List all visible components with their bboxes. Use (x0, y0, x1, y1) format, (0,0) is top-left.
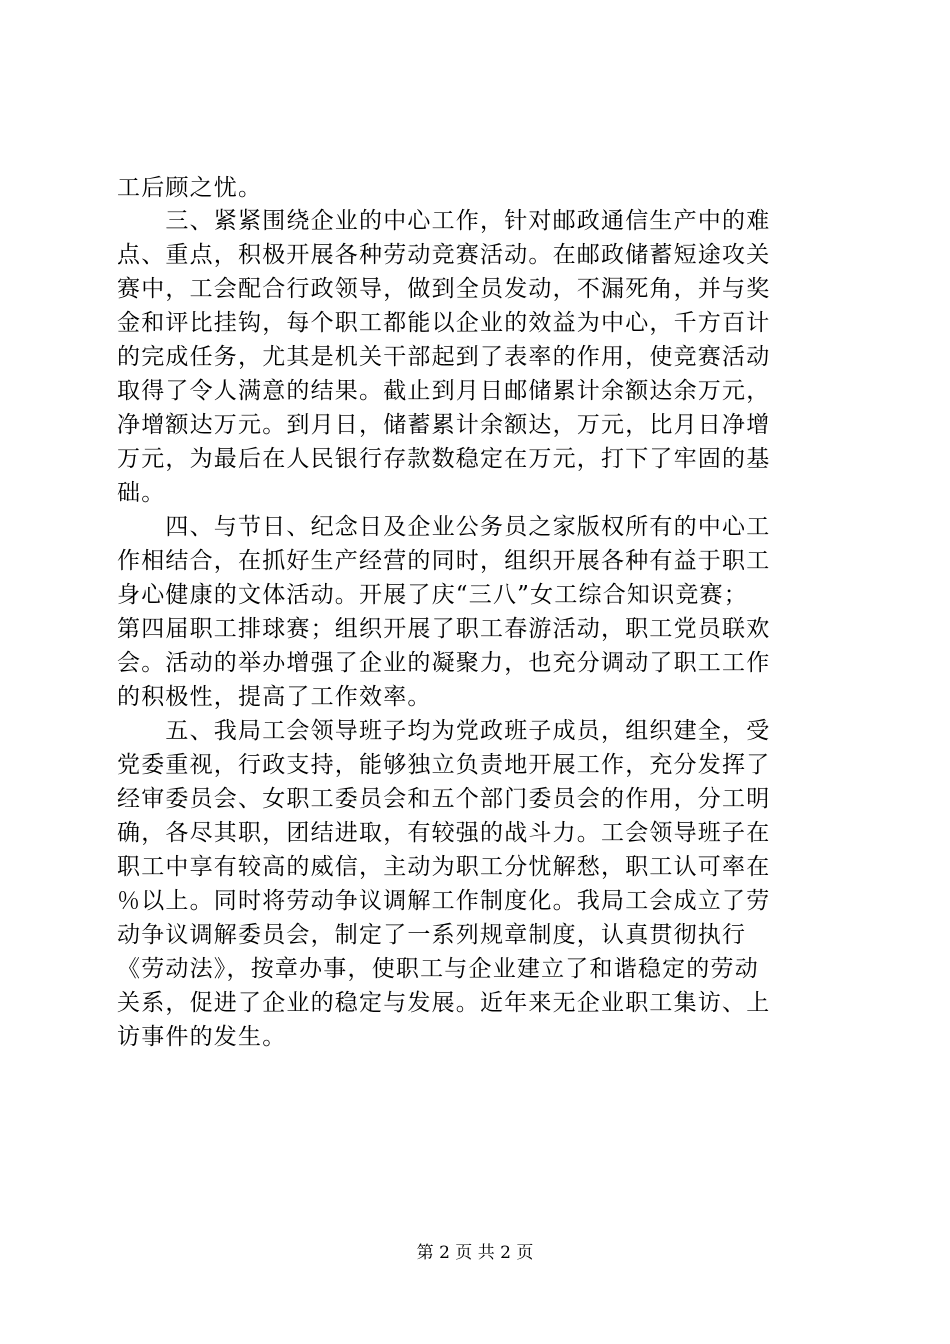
text-line: 万元，为最后在人民银行存款数稳定在万元，打下了牢固的基 (117, 446, 771, 472)
text-line: 作相结合，在抓好生产经营的同时，组织开展各种有益于职工 (117, 548, 771, 574)
text-line: 础。 (117, 480, 166, 506)
text-line: 党委重视，行政支持，能够独立负责地开展工作，充分发挥了 (117, 752, 771, 778)
text-line: 三、紧紧围绕企业的中心工作，针对邮政通信生产中的难 (117, 208, 771, 234)
text-line: 金和评比挂钩，每个职工都能以企业的效益为中心，千方百计 (117, 310, 771, 336)
text-line: 净增额达万元。到月日，储蓄累计余额达，万元，比月日净增 (117, 412, 771, 438)
text-line: 动争议调解委员会，制定了一系列规章制度，认真贯彻执行 (117, 922, 747, 948)
text-line: 赛中，工会配合行政领导，做到全员发动，不漏死角，并与奖 (117, 276, 771, 302)
text-line: 的积极性，提高了工作效率。 (117, 684, 432, 710)
text-line: 身心健康的文体活动。开展了庆“三八”女工综合知识竞赛； (117, 582, 748, 608)
text-line: 的完成任务，尤其是机关干部起到了表率的作用，使竞赛活动 (117, 344, 771, 370)
text-line: 关系，促进了企业的稳定与发展。近年来无企业职工集访、上 (117, 990, 771, 1016)
text-line: ％以上。同时将劳动争议调解工作制度化。我局工会成立了劳 (117, 888, 771, 914)
text-line: 经审委员会、女职工委员会和五个部门委员会的作用，分工明 (117, 786, 771, 812)
text-line: 取得了令人满意的结果。截止到月日邮储累计余额达余万元， (117, 378, 771, 404)
text-line: 工后顾之忧。 (117, 175, 263, 201)
text-line: 四、与节日、纪念日及企业公务员之家版权所有的中心工 (117, 514, 771, 540)
text-line: 第四届职工排球赛；组织开展了职工春游活动，职工党员联欢 (117, 616, 771, 642)
text-line: 五、我局工会领导班子均为党政班子成员，组织建全，受 (117, 718, 771, 744)
text-line: 职工中享有较高的威信，主动为职工分忧解愁，职工认可率在 (117, 854, 771, 880)
text-line: 确，各尽其职，团结进取，有较强的战斗力。工会领导班子在 (117, 820, 771, 846)
text-line: 点、重点，积极开展各种劳动竞赛活动。在邮政储蓄短途攻关 (117, 242, 771, 268)
text-line: 会。活动的举办增强了企业的凝聚力，也充分调动了职工工作 (117, 650, 771, 676)
page-footer: 第 2 页 共 2 页 (416, 1243, 534, 1263)
text-line: 访事件的发生。 (117, 1024, 287, 1050)
text-line: 《劳动法》，按章办事，使职工与企业建立了和谐稳定的劳动 (117, 956, 759, 982)
